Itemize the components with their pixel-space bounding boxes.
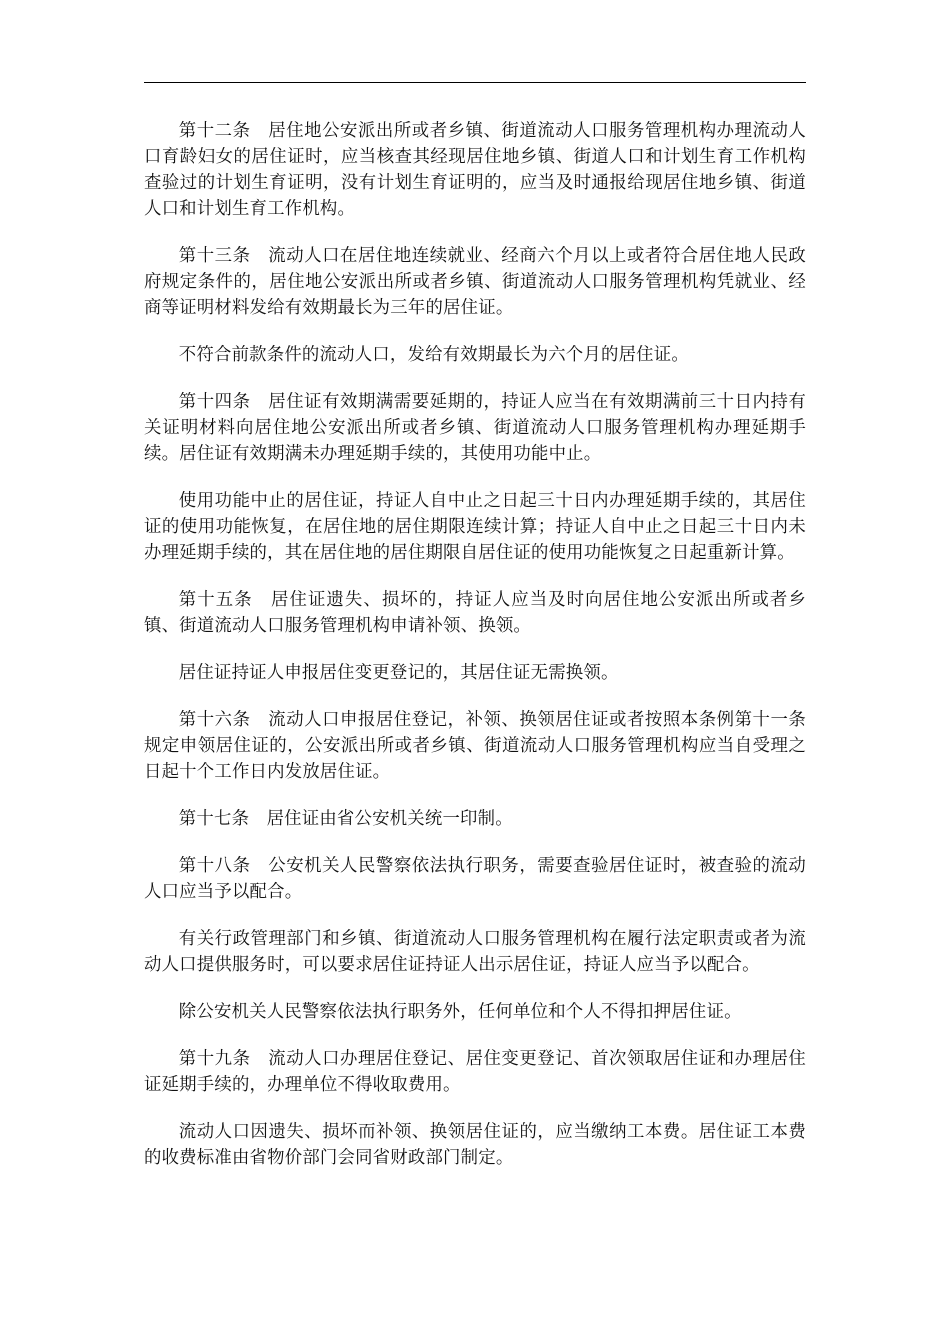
article-number: 第十三条: [178, 246, 251, 266]
paragraph-article-13: [144, 243, 806, 321]
paragraph-article-14-clause-2: [144, 488, 806, 566]
paragraph-text: 公安机关人民警察依法执行职务，需要查验居住证时，被查验的流动人口应当予以配合。: [144, 856, 806, 902]
paragraph-article-17: [144, 806, 806, 832]
header-rule: [144, 82, 806, 83]
paragraph-article-19: [144, 1046, 806, 1098]
paragraph-article-16: [144, 707, 806, 785]
paragraph-article-18-clause-3: [144, 999, 806, 1025]
paragraph-article-19-clause-2: [144, 1119, 806, 1171]
article-number: 第十四条: [178, 392, 251, 412]
paragraph-article-15-clause-2: [144, 660, 806, 686]
paragraph-text: 居住地公安派出所或者乡镇、街道流动人口服务管理机构办理流动人口育龄妇女的居住证时，应当核查其经现居住地乡镇、街道人口和计划生育工作机构查验过的计划生育证明，没有计划生育证明的，应当及时通报给现居住地乡镇、街道人口和计划生育工作机构。: [144, 121, 806, 219]
article-number: 第十二条: [178, 121, 251, 141]
article-number: 第十六条: [178, 710, 251, 730]
paragraph-text: 居住证有效期满需要延期的，持证人应当在有效期满前三十日内持有关证明材料向居住地公安派出所或者乡镇、街道流动人口服务管理机构办理延期手续。居住证有效期满未办理延期手续的，其使用功能中止。: [144, 392, 806, 464]
paragraph-text: 流动人口因遗失、损坏而补领、换领居住证的，应当缴纳工本费。居住证工本费的收费标准由省物价部门会同省财政部门制定。: [144, 1122, 806, 1168]
article-number: 第十七条: [178, 809, 250, 829]
paragraph-article-15: [144, 587, 806, 639]
article-number: 第十八条: [178, 856, 251, 876]
paragraph-article-18-clause-2: [144, 926, 806, 978]
paragraph-text: 居住证由省公安机关统一印制。: [266, 809, 513, 829]
article-number: 第十五条: [178, 590, 253, 610]
paragraph-text: 除公安机关人民警察依法执行职务外，任何单位和个人不得扣押居住证。: [178, 1002, 742, 1022]
paragraph-text: 流动人口在居住地连续就业、经商六个月以上或者符合居住地人民政府规定条件的，居住地公安派出所或者乡镇、街道流动人口服务管理机构凭就业、经商等证明材料发给有效期最长为三年的居住证。: [144, 246, 806, 318]
paragraph-text: 使用功能中止的居住证，持证人自中止之日起三十日内办理延期手续的，其居住证的使用功能恢复，在居住地的居住期限连续计算；持证人自中止之日起三十日内未办理延期手续的，其在居住地的居住期限自居住证的使用功能恢复之日起重新计算。: [144, 491, 806, 563]
paragraph-text: 流动人口办理居住登记、居住变更登记、首次领取居住证和办理居住证延期手续的，办理单位不得收取费用。: [144, 1049, 806, 1095]
article-number: 第十九条: [178, 1049, 251, 1069]
paragraph-text: 有关行政管理部门和乡镇、街道流动人口服务管理机构在履行法定职责或者为流动人口提供服务时，可以要求居住证持证人出示居住证，持证人应当予以配合。: [144, 929, 806, 975]
paragraph-text: 流动人口申报居住登记，补领、换领居住证或者按照本条例第十一条规定申领居住证的，公安派出所或者乡镇、街道流动人口服务管理机构应当自受理之日起十个工作日内发放居住证。: [144, 710, 806, 782]
paragraph-text: 居住证遗失、损坏的，持证人应当及时向居住地公安派出所或者乡镇、街道流动人口服务管理机构申请补领、换领。: [144, 590, 806, 636]
paragraph-article-14: [144, 389, 806, 467]
paragraph-text: 居住证持证人申报居住变更登记的，其居住证无需换领。: [178, 663, 619, 683]
paragraph-article-18: [144, 853, 806, 905]
paragraph-article-12: [144, 118, 806, 222]
paragraph-text: 不符合前款条件的流动人口，发给有效期最长为六个月的居住证。: [178, 345, 689, 365]
paragraph-article-13-clause-2: [144, 342, 806, 368]
document-body: [144, 118, 806, 1192]
